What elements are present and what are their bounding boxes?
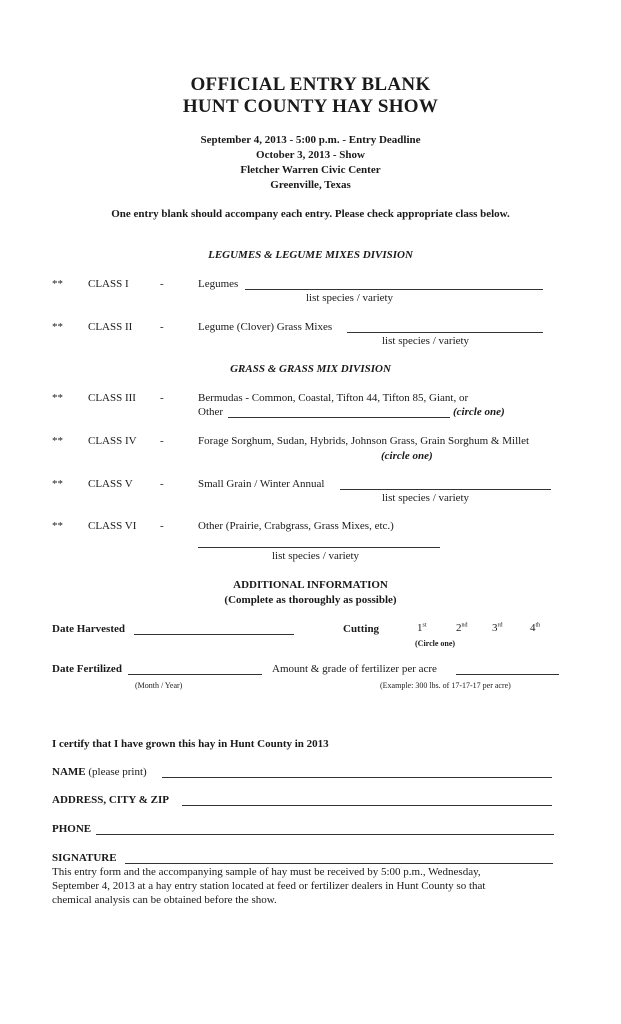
class-name: CLASS VI (88, 520, 137, 532)
footer-line-3: chemical analysis can be obtained before the show. (52, 894, 277, 906)
venue: Fletcher Warren Civic Center (240, 164, 381, 176)
species-hint: list species / variety (306, 292, 394, 304)
address-field[interactable] (182, 805, 552, 806)
name-field[interactable] (162, 777, 552, 778)
amount-grade-label: Amount & grade of fertilizer per acre (272, 663, 437, 675)
class-text: Legume (Clover) Grass Mixes (198, 321, 333, 333)
cutting-suffix: st (422, 622, 427, 629)
class-text: Bermudas - Common, Coastal, Tifton 44, Tifton 85, Giant, or (198, 392, 469, 404)
date-harvested-field[interactable] (134, 634, 294, 635)
class-marker: ** (52, 478, 63, 490)
division-grass: GRASS & GRASS MIX DIVISION (230, 363, 391, 375)
footer-line-2: September 4, 2013 at a hay entry station located at feed or fertilizer dealers in Hunt County so that (52, 880, 486, 892)
class-name: CLASS IV (88, 435, 137, 447)
cutting-suffix: nd (461, 622, 468, 629)
circle-one-hint: (Circle one) (415, 639, 456, 648)
species-input-line[interactable] (340, 489, 551, 490)
class-marker: ** (52, 435, 63, 447)
circle-one-note: (circle one) (381, 450, 433, 462)
cutting-option-2[interactable] (456, 622, 468, 634)
form-title: OFFICIAL ENTRY BLANK (190, 74, 431, 95)
cutting-number: 3 (492, 622, 498, 634)
phone-label: PHONE (52, 823, 92, 835)
class-text: Small Grain / Winter Annual (198, 478, 325, 490)
class-marker: ** (52, 392, 63, 404)
class-name: CLASS II (88, 321, 133, 333)
species-hint: list species / variety (382, 492, 470, 504)
species-input-line[interactable] (245, 289, 543, 290)
footer-line-1: This entry form and the accompanying sample of hay must be received by 5:00 p.m., Wednesday, (52, 866, 481, 878)
certify-statement: I certify that I have grown this hay in Hunt County in 2013 (52, 738, 329, 750)
cutting-label: Cutting (343, 623, 380, 635)
class-dash: - (160, 278, 164, 290)
class-text: Legumes (198, 278, 239, 290)
cutting-suffix: th (535, 622, 541, 629)
cutting-number: 2 (456, 622, 462, 634)
class-dash: - (160, 520, 164, 532)
signature-field[interactable] (125, 863, 553, 864)
class-marker: ** (52, 278, 63, 290)
name-hint: (please print) (88, 766, 147, 778)
class-text: Forage Sorghum, Sudan, Hybrids, Johnson Grass, Grain Sorghum & Millet (198, 435, 530, 447)
species-hint: list species / variety (382, 335, 470, 347)
species-input-line[interactable] (347, 332, 543, 333)
name-label-group (52, 766, 147, 778)
instruction-text: One entry blank should accompany each entry. Please check appropriate class below. (111, 208, 510, 220)
species-hint: list species / variety (272, 550, 360, 562)
name-label: NAME (52, 766, 86, 778)
class-dash: - (160, 435, 164, 447)
additional-subheading: (Complete as thoroughly as possible) (224, 594, 397, 606)
month-year-hint: (Month / Year) (135, 681, 183, 690)
entry-deadline: September 4, 2013 - 5:00 p.m. - Entry Deadline (200, 134, 421, 146)
class-dash: - (160, 392, 164, 404)
circle-one-note: (circle one) (453, 406, 505, 418)
cutting-option-4[interactable] (530, 622, 540, 634)
show-date: October 3, 2013 - Show (256, 149, 365, 161)
division-legumes: LEGUMES & LEGUME MIXES DIVISION (208, 249, 413, 261)
form-subtitle: HUNT COUNTY HAY SHOW (182, 96, 439, 117)
fertilizer-example-hint: (Example: 300 lbs. of 17-17-17 per acre) (380, 681, 511, 690)
cutting-suffix: rd (497, 622, 503, 629)
phone-field[interactable] (96, 834, 554, 835)
class-marker: ** (52, 321, 63, 333)
class-name: CLASS III (88, 392, 136, 404)
date-fertilized-field[interactable] (128, 674, 262, 675)
signature-label: SIGNATURE (52, 852, 117, 864)
date-fertilized-label: Date Fertilized (52, 663, 122, 675)
class-dash: - (160, 321, 164, 333)
species-input-line[interactable] (198, 547, 440, 548)
class-marker: ** (52, 520, 63, 532)
class-dash: - (160, 478, 164, 490)
cutting-number: 4 (530, 622, 536, 634)
cutting-option-1[interactable] (417, 622, 427, 634)
additional-heading: ADDITIONAL INFORMATION (233, 579, 388, 591)
date-harvested-label: Date Harvested (52, 623, 126, 635)
class-name: CLASS I (88, 278, 129, 290)
fertilizer-amount-field[interactable] (456, 674, 559, 675)
cutting-option-3[interactable] (492, 622, 503, 634)
city: Greenville, Texas (270, 179, 351, 191)
class-name: CLASS V (88, 478, 133, 490)
class-text-other: Other (198, 406, 224, 418)
other-input-line[interactable] (228, 417, 450, 418)
cutting-number: 1 (417, 622, 423, 634)
class-text: Other (Prairie, Crabgrass, Grass Mixes, etc.) (198, 520, 394, 532)
address-label: ADDRESS, CITY & ZIP (52, 794, 169, 806)
